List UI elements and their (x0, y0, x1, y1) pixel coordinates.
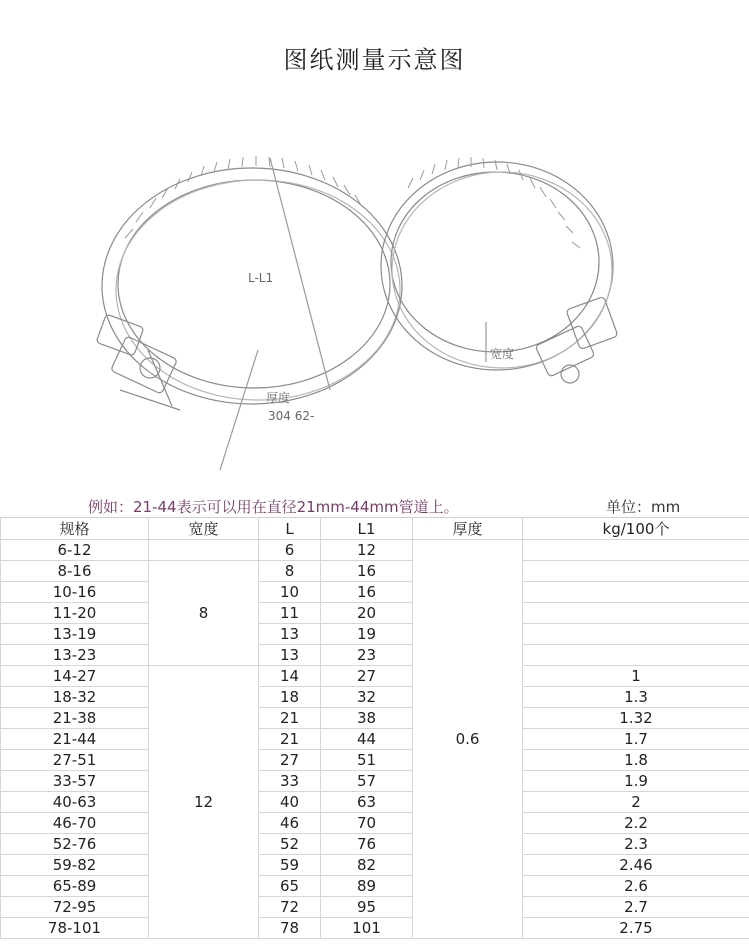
cell-L: 13 (259, 624, 321, 645)
header-spec: 规格 (1, 518, 149, 540)
cell-spec: 13-19 (1, 624, 149, 645)
cell-L: 8 (259, 561, 321, 582)
cell-spec: 40-63 (1, 792, 149, 813)
cell-weight: 2.2 (523, 813, 749, 834)
cell-spec: 59-82 (1, 855, 149, 876)
table-row (1, 876, 749, 897)
cell-L: 13 (259, 645, 321, 666)
table-row (1, 813, 749, 834)
cell-L: 52 (259, 834, 321, 855)
cell-L1: 101 (321, 918, 413, 939)
table-row (1, 708, 749, 729)
cell-spec: 78-101 (1, 918, 149, 939)
table-row (1, 771, 749, 792)
table-row (1, 729, 749, 750)
cell-weight: 1.32 (523, 708, 749, 729)
unit-label: 单位：mm (606, 498, 681, 516)
cell-spec: 72-95 (1, 897, 149, 918)
cell-weight: 1 (523, 666, 749, 687)
cell-L1: 44 (321, 729, 413, 750)
cell-spec: 27-51 (1, 750, 149, 771)
cell-L1: 76 (321, 834, 413, 855)
cell-L: 72 (259, 897, 321, 918)
page-title: 图纸测量示意图 (283, 46, 466, 74)
hose-clamp-drawing (0, 90, 749, 490)
table-row (1, 666, 749, 687)
header-L: L (259, 518, 321, 540)
header-weight: kg/100个 (523, 518, 749, 540)
table-row (1, 792, 749, 813)
cell-L: 78 (259, 918, 321, 939)
cell-L1: 57 (321, 771, 413, 792)
cell-weight (523, 582, 749, 603)
cell-width: 12 (149, 666, 259, 939)
cell-spec: 6-12 (1, 540, 149, 561)
cell-L: 11 (259, 603, 321, 624)
cell-weight: 2.7 (523, 897, 749, 918)
cell-weight: 2.46 (523, 855, 749, 876)
header-L1: L1 (321, 518, 413, 540)
cell-L1: 89 (321, 876, 413, 897)
cell-weight (523, 603, 749, 624)
cell-L: 18 (259, 687, 321, 708)
length-label: L-L1 (248, 271, 274, 285)
cell-width (149, 540, 259, 561)
cell-L: 14 (259, 666, 321, 687)
cell-L1: 32 (321, 687, 413, 708)
cell-spec: 33-57 (1, 771, 149, 792)
cell-L1: 16 (321, 582, 413, 603)
cell-weight (523, 561, 749, 582)
cell-spec: 52-76 (1, 834, 149, 855)
table-row (1, 603, 749, 624)
cell-L: 59 (259, 855, 321, 876)
cell-L: 21 (259, 708, 321, 729)
header-width: 宽度 (149, 518, 259, 540)
cell-L1: 51 (321, 750, 413, 771)
cell-L1: 12 (321, 540, 413, 561)
cell-weight (523, 624, 749, 645)
cell-width: 8 (149, 561, 259, 666)
cell-spec: 21-38 (1, 708, 149, 729)
cell-L: 65 (259, 876, 321, 897)
cell-spec: 65-89 (1, 876, 149, 897)
cell-weight: 2.3 (523, 834, 749, 855)
table-header-row (1, 518, 749, 540)
table-row (1, 918, 749, 939)
spec-table (0, 517, 749, 939)
table-row (1, 645, 749, 666)
cell-L1: 19 (321, 624, 413, 645)
cell-spec: 18-32 (1, 687, 149, 708)
cell-weight (523, 540, 749, 561)
table-body (1, 540, 749, 939)
cell-spec: 14-27 (1, 666, 149, 687)
cell-L: 27 (259, 750, 321, 771)
cell-L: 33 (259, 771, 321, 792)
cell-weight: 1.9 (523, 771, 749, 792)
table-row (1, 687, 749, 708)
table-row (1, 750, 749, 771)
table-row (1, 582, 749, 603)
table-row (1, 624, 749, 645)
cell-weight: 1.8 (523, 750, 749, 771)
cell-spec: 21-44 (1, 729, 149, 750)
cell-L1: 63 (321, 792, 413, 813)
cell-L: 40 (259, 792, 321, 813)
table-row (1, 561, 749, 582)
cell-spec: 46-70 (1, 813, 149, 834)
table-row (1, 540, 749, 561)
cell-L1: 70 (321, 813, 413, 834)
thickness-label: 厚度 (266, 391, 291, 405)
cell-L1: 27 (321, 666, 413, 687)
cell-spec: 8-16 (1, 561, 149, 582)
cell-L1: 23 (321, 645, 413, 666)
cell-weight (523, 645, 749, 666)
cell-weight: 2.6 (523, 876, 749, 897)
header-thickness: 厚度 (413, 518, 523, 540)
table-row (1, 855, 749, 876)
cell-L: 21 (259, 729, 321, 750)
cell-thickness: 0.6 (413, 540, 523, 939)
left-clamp (96, 156, 402, 470)
cell-weight: 1.3 (523, 687, 749, 708)
usage-note: 例如：21-44表示可以用在直径21mm-44mm管道上。 (88, 498, 459, 516)
cell-weight: 2.75 (523, 918, 749, 939)
width-label: 宽度 (490, 347, 515, 361)
band-marking: 304 62- (268, 409, 315, 423)
cell-L1: 16 (321, 561, 413, 582)
cell-L: 46 (259, 813, 321, 834)
table-row (1, 834, 749, 855)
cell-L1: 95 (321, 897, 413, 918)
cell-spec: 13-23 (1, 645, 149, 666)
cell-weight: 2 (523, 792, 749, 813)
cell-weight: 1.7 (523, 729, 749, 750)
cell-L1: 20 (321, 603, 413, 624)
cell-L1: 82 (321, 855, 413, 876)
cell-spec: 10-16 (1, 582, 149, 603)
cell-L1: 38 (321, 708, 413, 729)
cell-spec: 11-20 (1, 603, 149, 624)
cell-L: 6 (259, 540, 321, 561)
cell-L: 10 (259, 582, 321, 603)
table-row (1, 897, 749, 918)
